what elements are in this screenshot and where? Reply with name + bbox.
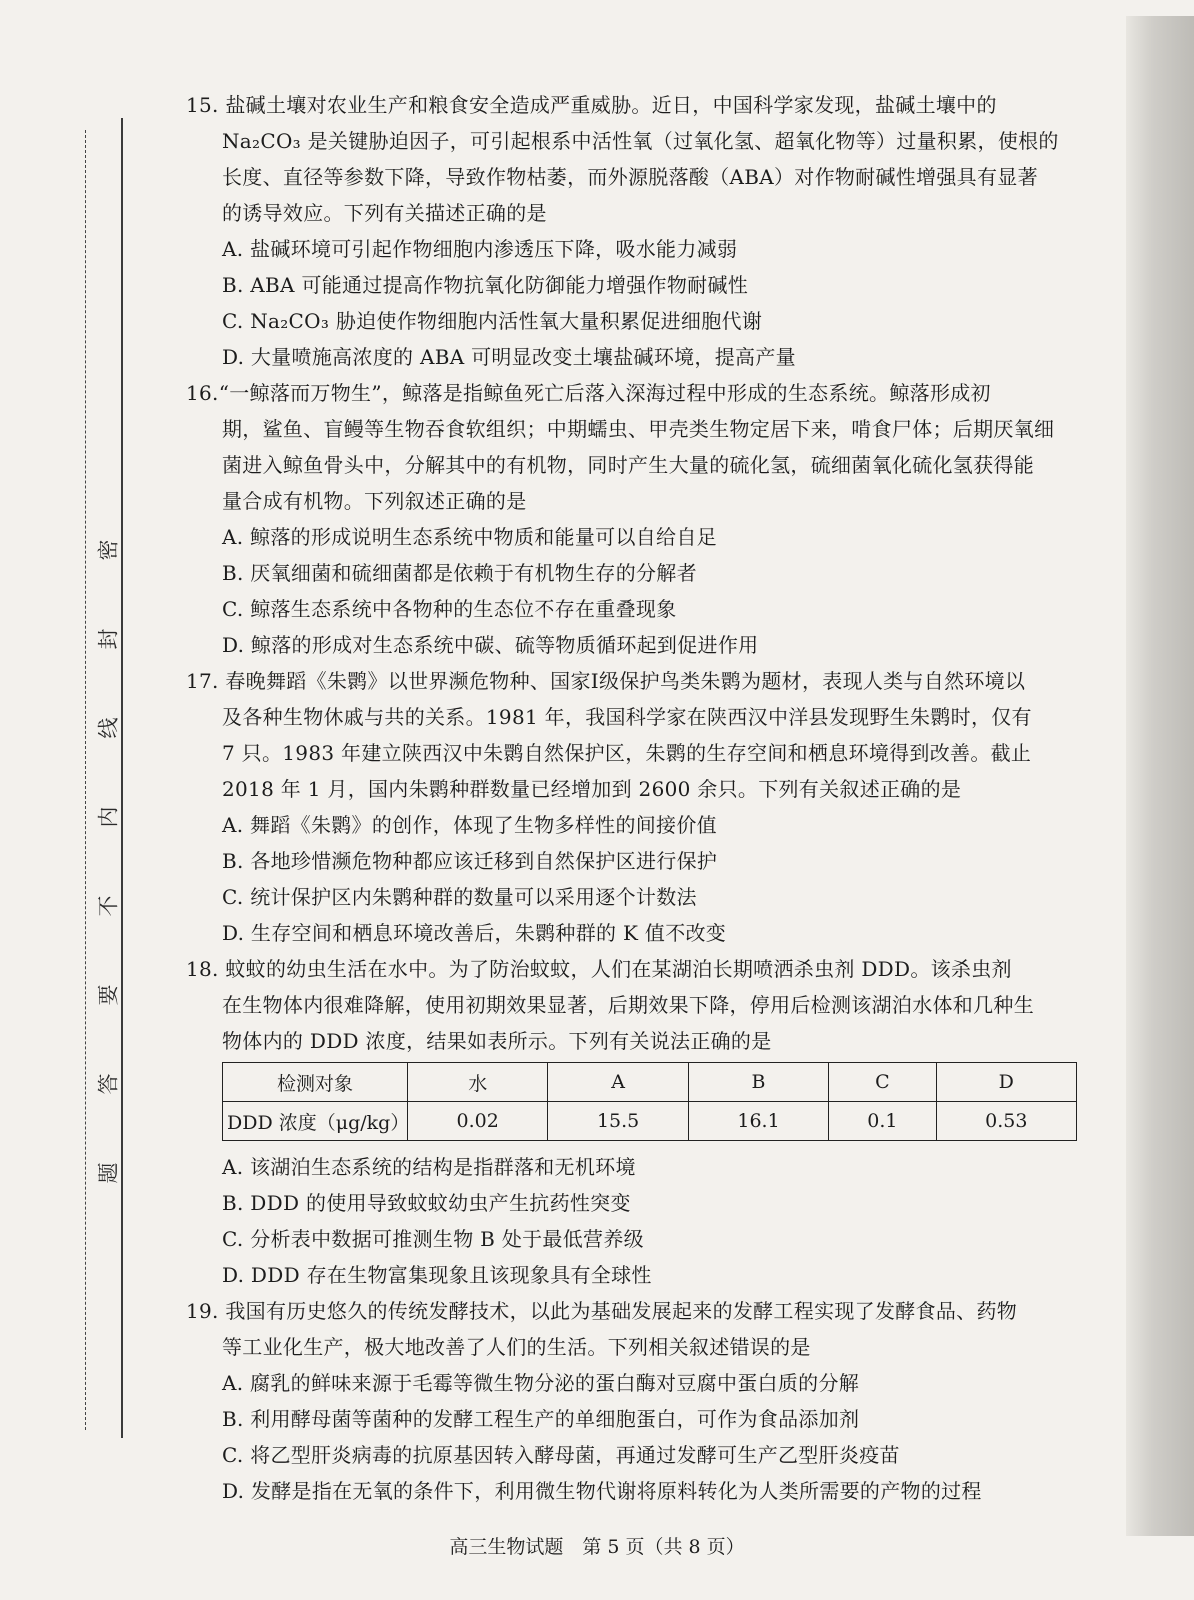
q18-line-2: 在生物体内很难降解，使用初期效果显著，后期效果下降，停用后检测该湖泊水体和几种生 <box>222 993 1034 1017</box>
q19-option-d: D. 发酵是指在无氧的条件下，利用微生物代谢将原料转化为人类所需要的产物的过程 <box>222 1479 982 1503</box>
q16-option-a: A. 鲸落的形成说明生态系统中物质和能量可以自给自足 <box>222 525 717 549</box>
table-cell: 0.02 <box>408 1102 548 1141</box>
q15-option-a: A. 盐碱环境可引起作物细胞内渗透压下降，吸水能力减弱 <box>222 237 738 261</box>
table-cell: B <box>688 1063 828 1102</box>
q15-line-4: 的诱导效应。下列有关描述正确的是 <box>222 201 547 225</box>
table-cell: D <box>936 1063 1076 1102</box>
paper-edge-shadow <box>1126 16 1194 1536</box>
table-cell: 检测对象 <box>223 1063 408 1102</box>
ddd-table <box>222 1062 1077 1141</box>
table-cell: 0.53 <box>936 1102 1076 1141</box>
table-cell: DDD 浓度（μg/kg） <box>223 1102 408 1141</box>
table-row <box>223 1102 1077 1141</box>
seal-char: 答 <box>96 1073 120 1095</box>
q19-line-2: 等工业化生产，极大地改善了人们的生活。下列相关叙述错误的是 <box>222 1335 811 1359</box>
q17-option-b: B. 各地珍惜濒危物种都应该迁移到自然保护区进行保护 <box>222 849 718 873</box>
q19-option-a: A. 腐乳的鲜味来源于毛霉等微生物分泌的蛋白酶对豆腐中蛋白质的分解 <box>222 1371 860 1395</box>
seal-char: 内 <box>96 806 120 828</box>
table-cell: 16.1 <box>688 1102 828 1141</box>
q15-option-b: B. ABA 可能通过提高作物抗氧化防御能力增强作物耐碱性 <box>222 273 749 297</box>
q17-option-c: C. 统计保护区内朱鹮种群的数量可以采用逐个计数法 <box>222 885 697 909</box>
table-cell: C <box>829 1063 936 1102</box>
table-header-row <box>223 1063 1077 1102</box>
seal-solid-line <box>121 118 123 1438</box>
seal-char: 密 <box>96 539 120 561</box>
seal-char: 要 <box>96 984 120 1006</box>
q16-option-c: C. 鲸落生态系统中各物种的生态位不存在重叠现象 <box>222 597 677 621</box>
q18-option-a: A. 该湖泊生态系统的结构是指群落和无机环境 <box>222 1155 636 1179</box>
q17-line-4: 2018 年 1 月，国内朱鹮种群数量已经增加到 2600 余只。下列有关叙述正确的是 <box>222 777 962 801</box>
seal-char: 题 <box>96 1162 120 1184</box>
page-footer: 高三生物试题 第 5 页（共 8 页） <box>449 1536 745 1558</box>
q16-line-1: 16.“一鲸落而万物生”，鲸落是指鲸鱼死亡后落入深海过程中形成的生态系统。鲸落形成初 <box>186 381 991 405</box>
q17-option-d: D. 生存空间和栖息环境改善后，朱鹮种群的 K 值不改变 <box>222 921 727 945</box>
q18-line-1: 18. 蚊蚊的幼虫生活在水中。为了防治蚊蚊，人们在某湖泊长期喷洒杀虫剂 DDD。该杀虫剂 <box>186 957 1012 981</box>
q19-option-c: C. 将乙型肝炎病毒的抗原基因转入酵母菌，再通过发酵可生产乙型肝炎疫苗 <box>222 1443 900 1467</box>
q17-option-a: A. 舞蹈《朱鹮》的创作，体现了生物多样性的间接价值 <box>222 813 717 837</box>
q19-line-1: 19. 我国有历史悠久的传统发酵技术，以此为基础发展起来的发酵工程实现了发酵食品、药物 <box>186 1299 1018 1323</box>
table-cell: 水 <box>408 1063 548 1102</box>
q16-option-b: B. 厌氧细菌和硫细菌都是依赖于有机物生存的分解者 <box>222 561 697 585</box>
q18-option-c: C. 分析表中数据可推测生物 B 处于最低营养级 <box>222 1227 644 1251</box>
seal-char: 线 <box>96 717 120 739</box>
q15-line-2: Na₂CO₃ 是关键胁迫因子，可引起根系中活性氧（过氧化氢、超氧化物等）过量积累，使根的 <box>222 129 1059 153</box>
seal-dashed-line <box>85 130 86 1430</box>
q16-option-d: D. 鲸落的形成对生态系统中碳、硫等物质循环起到促进作用 <box>222 633 759 657</box>
q15-option-c: C. Na₂CO₃ 胁迫使作物细胞内活性氧大量积累促进细胞代谢 <box>222 309 763 333</box>
q15-line-3: 长度、直径等参数下降，导致作物枯萎，而外源脱落酸（ABA）对作物耐碱性增强具有显著 <box>222 165 1038 189</box>
table-cell: A <box>548 1063 688 1102</box>
table-cell: 0.1 <box>829 1102 936 1141</box>
seal-char: 封 <box>96 628 120 650</box>
q19-option-b: B. 利用酵母菌等菌种的发酵工程生产的单细胞蛋白，可作为食品添加剂 <box>222 1407 860 1431</box>
seal-warning <box>95 535 119 1188</box>
q17-line-1: 17. 春晚舞蹈《朱鹮》以世界濒危物种、国家Ⅰ级保护鸟类朱鹮为题材，表现人类与自然环境以 <box>186 669 1026 693</box>
q16-line-4: 量合成有机物。下列叙述正确的是 <box>222 489 527 513</box>
q18-line-3: 物体内的 DDD 浓度，结果如表所示。下列有关说法正确的是 <box>222 1029 772 1053</box>
q16-line-3: 菌进入鲸鱼骨头中，分解其中的有机物，同时产生大量的硫化氢，硫细菌氧化硫化氢获得能 <box>222 453 1034 477</box>
seal-char: 不 <box>96 895 120 917</box>
table-cell: 15.5 <box>548 1102 688 1141</box>
q17-line-2: 及各种生物休戚与共的关系。1981 年，我国科学家在陕西汉中洋县发现野生朱鹮时，仅有 <box>222 705 1032 729</box>
q18-option-b: B. DDD 的使用导致蚊蚊幼虫产生抗药性突变 <box>222 1191 631 1215</box>
q15-option-d: D. 大量喷施高浓度的 ABA 可明显改变土壤盐碱环境，提高产量 <box>222 345 796 369</box>
q15-line-1: 15. 盐碱土壤对农业生产和粮食安全造成严重威胁。近日，中国科学家发现，盐碱土壤中的 <box>186 93 997 117</box>
q17-line-3: 7 只。1983 年建立陕西汉中朱鹮自然保护区，朱鹮的生存空间和栖息环境得到改善。截止 <box>222 741 1032 765</box>
q16-line-2: 期，鲨鱼、盲鳗等生物吞食软组织；中期蠕虫、甲壳类生物定居下来，啃食尸体；后期厌氧细 <box>222 417 1055 441</box>
q18-option-d: D. DDD 存在生物富集现象且该现象具有全球性 <box>222 1263 652 1287</box>
